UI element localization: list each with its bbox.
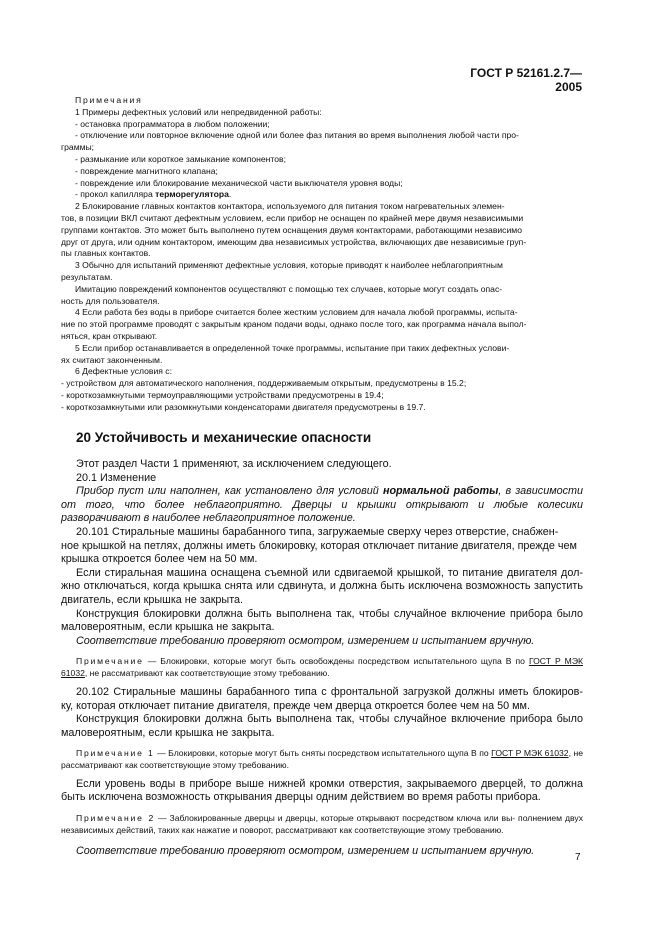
note-5-line: ях считают законченным. bbox=[61, 354, 163, 365]
note-a-label: Примечание bbox=[76, 656, 144, 667]
note-1-item: - размыкание или короткое замыкание компонентов; bbox=[75, 153, 286, 164]
note-a-text: — Блокировки, которые могут быть освобождены посредством испытательного щупа В по bbox=[143, 656, 529, 667]
note-4-line: няться, кран открывают. bbox=[61, 330, 158, 341]
note-c-text: — Заблокированные дверцы и дверцы, которые открывают посредством ключа или вы- полнением двух независимых действий, таких как нажатие и поворот, рассматривают как соответствующие этому требованию. bbox=[61, 813, 583, 835]
clause-20-101-line: ное крышкой на петлях, должны иметь блокировку, которая отключает питание двигателя, прежде чем bbox=[61, 539, 577, 552]
note-1-last-bold: терморегулятора bbox=[155, 189, 229, 200]
clause-20-102-p1: 20.102 Стиральные машины барабанного типа с фронтальной загрузкой должны иметь блокиров- ку, которая отключает питание двигателя, прежде чем дверца откроется более чем на 50 мм. bbox=[61, 685, 583, 712]
section-intro: Этот раздел Части 1 применяют, за исключением следующего. bbox=[76, 458, 392, 470]
note-1-last-pre: - прокол капилляра bbox=[75, 189, 156, 200]
note-a bbox=[61, 656, 583, 680]
note-6-line: - короткозамкнутыми или разомкнутыми конденсаторами двигателя предусмотрены в 19.7. bbox=[61, 401, 426, 412]
note-1-item bbox=[61, 189, 583, 201]
note-a-ref: ГОСТ Р МЭК 61032 bbox=[61, 656, 583, 679]
clause-20-102-p3: Если уровень воды в приборе выше нижней кромки отверстия, закрываемого дверцей, то должна быть исключена возможность открывания дверцы одним действием во время работы прибора. bbox=[61, 777, 583, 804]
note-b-text: — Блокировки, которые могут быть сняты посредством испытательного щупа В по bbox=[154, 748, 492, 759]
note-1-item: - отключение или повторное включение одной или более фаз питания во время выполнения любой части про- bbox=[75, 130, 519, 141]
notes-heading: Примечания bbox=[75, 95, 143, 105]
note-b-label: Примечание 1 bbox=[76, 748, 155, 759]
note-2-line: друг от друга, или одним контактором, имеющим два независимых устройства, включающих две независимые груп- bbox=[61, 236, 527, 247]
compliance-text: Соответствие требованию проверяют осмотром, измерением и испытанием вручную. bbox=[76, 634, 535, 647]
section-heading: 20 Устойчивость и механические опасности bbox=[76, 430, 372, 445]
note-6-line: - устройством для автоматического наполнения, поддерживаемым открытым, предусмотрены в 15.2; bbox=[61, 378, 467, 389]
note-1-item: - остановка программатора в любом положении; bbox=[75, 118, 270, 129]
note-4-line: 4 Если работа без воды в приборе считается более жестким условием для начала любой программы, испыта- bbox=[75, 307, 518, 318]
notes-block bbox=[61, 95, 583, 414]
clause-20-101-line: крышка откроется более чем на 50 мм. bbox=[61, 553, 258, 566]
note-3b-line: Имитацию повреждений компонентов осуществляют с помощью тех случаев, которые могут создать опас- bbox=[75, 283, 503, 294]
note-a-tail: , не рассматривают как соответствующие этому требованию. bbox=[84, 668, 330, 679]
note-2-line: пы главных контактов. bbox=[61, 248, 151, 259]
note-6-line: - короткозамкнутыми термоуправляющими устройствами предусмотрены в 19.4; bbox=[61, 389, 384, 400]
clause-20-101-line: 20.101 Стиральные машины барабанного типа, загружаемые сверху через отверстие, снабжен- bbox=[76, 525, 559, 538]
italic-post: , в зависимости от того, что более неблагоприятно. Дверцы и крышки открывают и любые колесики разворачивают в наиболее неблагоприятное положение. bbox=[61, 485, 584, 525]
note-b-ref: ГОСТ Р МЭК 61032 bbox=[491, 748, 569, 759]
clause-20-1: 20.1 Изменение bbox=[76, 471, 157, 484]
clause-20-101-p2: Если стиральная машина оснащена съемной или сдвигаемой крышкой, то питание двигателя дол- жно отключаться, когда крышка снята или сдвинута, и должна быть исключена возможность запустить двигатель, если крышка не закрыта. bbox=[61, 566, 583, 606]
italic-bold: нормальной работы bbox=[382, 485, 499, 498]
note-1-item: граммы; bbox=[61, 142, 95, 153]
note-2-line: 2 Блокирование главных контактов контактора, используемого для питания током нагревательных элемен- bbox=[75, 201, 505, 212]
note-5-line: 5 Если прибор останавливается в определенной точке программы, испытание при таких дефектных услови- bbox=[75, 342, 510, 353]
note-2-line: группами контактов. Это может быть выполнено путем оснащения двумя контакторами, работающими независимо bbox=[61, 224, 522, 235]
note-1-title: 1 Примеры дефектных условий или непредвиденной работы: bbox=[75, 106, 322, 117]
note-c-label: Примечание 2 bbox=[76, 813, 156, 824]
note-c bbox=[61, 813, 583, 837]
page-number: 7 bbox=[575, 852, 581, 863]
compliance-text-2: Соответствие требованию проверяют осмотром, измерением и испытанием вручную. bbox=[76, 844, 535, 857]
clause-20-1-text bbox=[61, 485, 583, 526]
note-3-line: 3 Обычно для испытаний применяют дефектные условия, которые приводят к наиболее неблагоприятным bbox=[75, 260, 503, 271]
document-id: ГОСТ Р 52161.2.7—2005 bbox=[470, 66, 582, 94]
note-1-item: - повреждение магнитного клапана; bbox=[75, 165, 218, 176]
clause-20-102-p2: Конструкция блокировки должна быть выполнена так, чтобы случайное включение прибора было маловероятным, если крышка не закрыта. bbox=[61, 713, 583, 739]
note-3-line: результатам. bbox=[61, 271, 113, 282]
note-2-line: тов, в позиции ВКЛ считают дефектным условием, если прибор не оснащен по крайней мере двумя независимыми bbox=[61, 212, 524, 223]
section-body bbox=[61, 458, 583, 858]
note-3b-line: ность для пользователя. bbox=[61, 295, 160, 306]
note-4-line: ние по этой программе проводят с закрытым краном подачи воды, однако после того, как программа начала выпол- bbox=[61, 319, 527, 330]
clause-20-101-p3: Конструкция блокировки должна быть выполнена так, чтобы случайное включение прибора было маловероятным, если крышка не закрыта. bbox=[61, 607, 583, 634]
note-1-last-post: . bbox=[228, 189, 232, 200]
note-b bbox=[61, 748, 583, 772]
italic-pre: Прибор пуст или наполнен, как установлено для условий bbox=[76, 485, 383, 498]
note-1-item: - повреждение или блокирование механической части выключателя уровня воды; bbox=[75, 177, 403, 188]
note-b-tail: , не рассматривают как соответствующие этому требованию. bbox=[61, 748, 583, 771]
note-6-line: 6 Дефектные условия с: bbox=[75, 366, 172, 377]
